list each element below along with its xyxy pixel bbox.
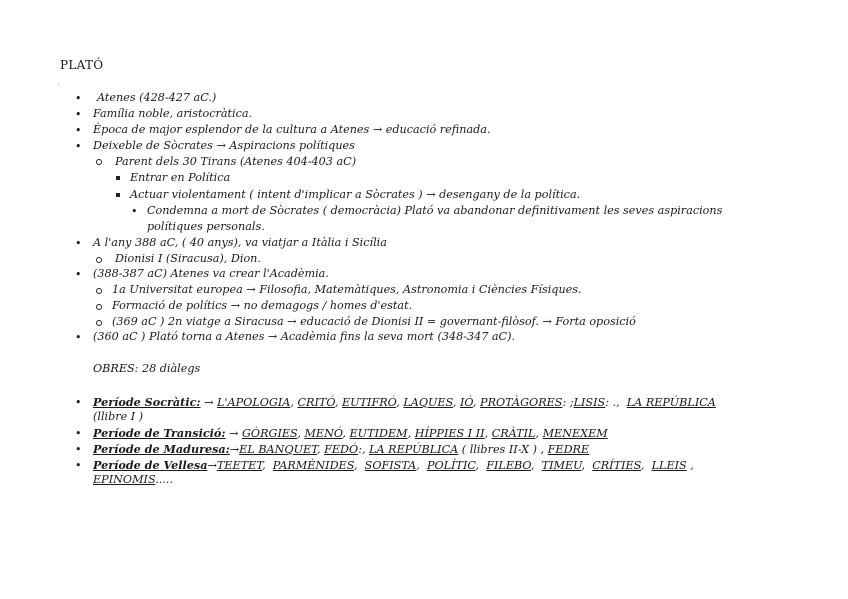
bullet: •	[75, 443, 82, 456]
work-link[interactable]: EUTIFRÓ	[342, 396, 397, 409]
bullet: •	[75, 140, 82, 153]
work-link[interactable]: POLÍTIC	[426, 459, 476, 472]
list-item-7: Actuar violentament ( intent d'implicar a Sòcrates ) → desengany de la política.	[130, 188, 581, 201]
work-link[interactable]: TIMEU	[541, 459, 582, 472]
work-link[interactable]: EPINOMIS	[93, 473, 156, 486]
circle-bullet	[96, 257, 102, 263]
list-item-11: (388-387 aC) Atenes va crear l'Acadèmia.	[93, 267, 329, 280]
list-item-2: Família noble, aristocràtica.	[93, 107, 253, 120]
obres-heading: OBRES: 28 diàlegs	[93, 362, 201, 375]
bullet: •	[75, 237, 82, 250]
period-transicio-label: Període de Transició:	[93, 426, 226, 440]
period-vellesa-label: Període de Vellesa	[93, 458, 208, 472]
work-link[interactable]: FEDRE	[547, 443, 590, 456]
circle-bullet	[96, 288, 102, 294]
bullet: •	[75, 268, 82, 281]
work-link[interactable]: EUTIDEM	[349, 427, 408, 440]
circle-bullet	[96, 159, 102, 165]
period-maduresa: Període de Maduresa:→EL BANQUET, FEDÓ:, LA REPÚBLICA ( llibres II-X ) , FEDRE	[93, 442, 590, 456]
list-item-10: Dionisi I (Siracusa), Dion.	[115, 252, 261, 265]
stray-dot: .	[57, 78, 60, 87]
list-item-8b: polítiques personals.	[147, 220, 265, 233]
circle-bullet	[96, 320, 102, 326]
work-link[interactable]: IÓ	[459, 396, 473, 409]
period-vellesa: Període de Vellesa→TEETET, PARMÈNIDES, SOFISTA, POLÍTIC, FILEBO, TIMEU, CRÍTIES, LLEIS ,	[93, 458, 694, 472]
period-transicio: Període de Transició: → GÒRGIES, MENÓ, EUTIDEM, HÍPPIES I II, CRÀTIL, MENEXEM	[93, 426, 608, 440]
bullet: •	[75, 331, 82, 344]
work-link[interactable]: CRÀTIL	[491, 427, 536, 440]
list-item-15: (360 aC ) Plató torna a Atenes → Acadèmia fins la seva mort (348-347 aC).	[93, 330, 516, 343]
period-socratic-label: Període Socràtic:	[93, 395, 201, 409]
work-link[interactable]: MENEXEM	[542, 427, 608, 440]
list-item-12: 1a Universitat europea → Filosofia, Matemàtiques, Astronomia i Ciències Físiques.	[112, 283, 582, 296]
bullet: •	[75, 124, 82, 137]
arrow: →	[200, 396, 218, 409]
period-socratic: Període Socràtic: → L'APOLOGIA, CRITÓ, EUTIFRÓ, LAQUES, IÓ, PROTÀGORES: ;LISIS: ., LA REPÚBLICA	[93, 395, 716, 409]
bullet: •	[75, 108, 82, 121]
arrow: →	[207, 459, 217, 472]
bullet: •	[75, 396, 82, 409]
work-link[interactable]: LA REPÚBLICA	[626, 396, 716, 409]
list-item-3: Època de major esplendor de la cultura a Atenes → educació refinada.	[93, 123, 491, 136]
work-link[interactable]: LLEIS	[651, 459, 687, 472]
work-link[interactable]: LA REPÚBLICA	[369, 443, 459, 456]
list-item-5: Parent dels 30 Tirans (Atenes 404-403 aC)	[115, 155, 357, 168]
work-link[interactable]: LAQUES	[403, 396, 453, 409]
work-link[interactable]: CRÍTIES	[592, 459, 641, 472]
period-maduresa-note: ( llibres II-X )	[458, 443, 541, 456]
list-item-1: Atenes (428-427 aC.)	[97, 91, 217, 104]
list-item-6: Entrar en Política	[130, 171, 231, 184]
work-link[interactable]: TEETET	[216, 459, 263, 472]
square-bullet	[116, 176, 120, 180]
work-link[interactable]: PROTÀGORES	[480, 396, 563, 409]
work-link[interactable]: PARMÈNIDES	[272, 459, 354, 472]
page-title: PLATÓ	[60, 58, 104, 72]
arrow: →	[225, 427, 242, 440]
bullet: •	[75, 92, 82, 105]
list-item-13: Formació de polítics → no demagogs / homes d'estat.	[112, 299, 413, 312]
work-link[interactable]: MENÓ	[304, 427, 343, 440]
bullet: •	[131, 205, 138, 218]
list-item-14: (369 aC ) 2n viatge a Siracusa → educació de Dionisi II = governant-filòsof. → Forta oposició	[112, 315, 636, 328]
list-item-4: Deixeble de Sòcrates → Aspiracions polítiques	[93, 139, 355, 152]
work-link[interactable]: HÍPPIES I II	[414, 427, 485, 440]
period-socratic-note: (llibre I )	[93, 410, 144, 423]
work-link[interactable]: CRITÓ	[297, 396, 335, 409]
bullet: •	[75, 427, 82, 440]
list-item-8a: Condemna a mort de Sòcrates ( democràcia) Plató va abandonar definitivament les seves aspiracions	[147, 204, 723, 217]
work-link[interactable]: EL BANQUET	[239, 443, 317, 456]
work-link[interactable]: LISIS	[573, 396, 606, 409]
work-link[interactable]: L'APOLOGIA	[217, 396, 291, 409]
work-link[interactable]: SOFISTA	[364, 459, 417, 472]
period-vellesa-cont	[93, 473, 173, 486]
work-link[interactable]: FEDÓ	[324, 443, 359, 456]
ellipsis: .....	[155, 473, 173, 486]
square-bullet	[116, 193, 120, 197]
bullet: •	[75, 459, 82, 472]
work-link[interactable]: GÒRGIES	[242, 427, 298, 440]
work-link[interactable]: FILEBO	[486, 459, 531, 472]
list-item-9: A l'any 388 aC, ( 40 anys), va viatjar a Itàlia i Sicília	[93, 236, 387, 249]
period-maduresa-label: Període de Maduresa:	[93, 442, 230, 456]
circle-bullet	[96, 304, 102, 310]
arrow: →	[229, 443, 240, 456]
